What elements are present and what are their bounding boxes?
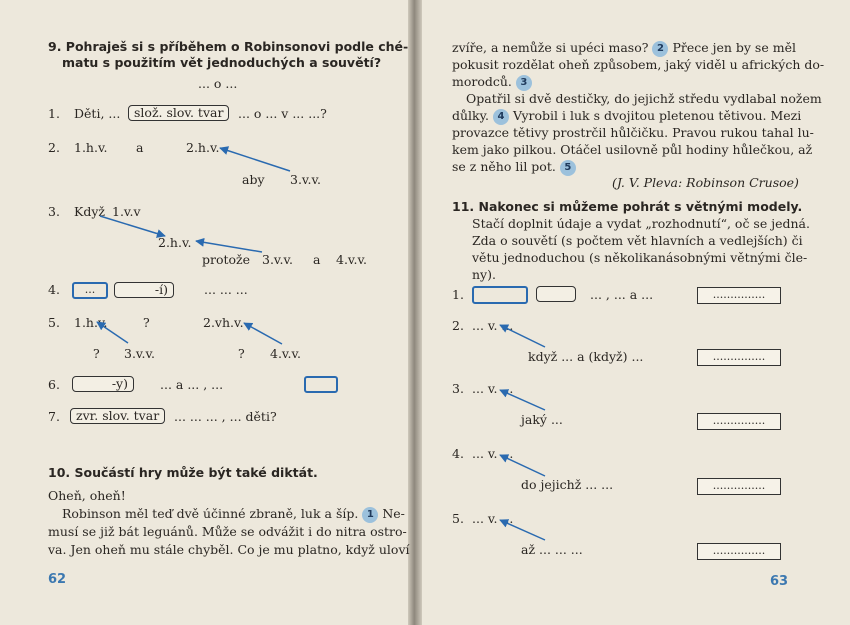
ex9-ellipsis: ... o ... <box>198 76 238 91</box>
ex11-r1-a: ... , ... a ... <box>590 287 654 302</box>
ex9-r6-num: 6. <box>48 377 60 392</box>
ex11-r2-num: 2. <box>452 318 464 333</box>
ex9-r1-a: Děti, ... <box>74 106 121 121</box>
ex9-r4-blue-box <box>72 282 108 299</box>
r-p7: kem jako pilkou. Otáčel usilovně půl hodiny hůlečkou, až <box>452 142 813 157</box>
ex9-r2-num: 2. <box>48 140 60 155</box>
ex9-r7-num: 7. <box>48 409 60 424</box>
ex9-r5-b: ? <box>143 315 150 330</box>
ex11-r4-answer-box: ............... <box>697 478 781 495</box>
ex9-r6-blue-box <box>304 376 338 393</box>
ex9-r3-a: Když <box>74 204 105 219</box>
r-p2: pokusit rozdělat oheň způsobem, jaký viděl u afrických do- <box>452 57 825 72</box>
ex10-line1: Oheň, oheň! <box>48 488 126 503</box>
ex11-l4: ny). <box>472 267 496 282</box>
r-badge-5: 5 <box>560 160 576 176</box>
ex11-r2-b: když ... a (když) ... <box>528 349 644 364</box>
r-p1b: Přece jen by se měl <box>672 40 796 55</box>
r-p1a: zvíře, a nemůže si upéci maso? <box>452 40 649 55</box>
ex11-r5-answer[interactable] <box>697 542 781 560</box>
ex9-r2-c: 2.h.v. <box>186 140 220 155</box>
ex11-l3: větu jednoduchou (s několikanásobnými větnými čle- <box>472 250 808 265</box>
ex9-r6-b: ... a ... , ... <box>160 377 224 392</box>
ex11-r4-answer[interactable] <box>697 477 781 495</box>
ex11-r3-a: ... v. ... <box>472 381 514 396</box>
ex9-r2-b: a <box>136 140 144 155</box>
ex11-r2-answer-box: ............... <box>697 349 781 366</box>
r-p3 <box>452 74 532 91</box>
ex11-r5-answer-box: ............... <box>697 543 781 560</box>
ex10-title: 10. Součástí hry může být také diktát. <box>48 465 318 480</box>
ex11-r4-b: do jejichž ... ... <box>521 477 614 492</box>
ex11-r3-b: jaký ... <box>521 412 563 427</box>
ex11-r1-answer[interactable] <box>697 286 781 304</box>
ex9-r2-a: 1.h.v. <box>74 140 108 155</box>
ex11-r2-answer[interactable] <box>697 348 781 366</box>
ex11-r5-a: ... v. ... <box>472 511 514 526</box>
ex10-line2-text: Robinson měl teď dvě účinné zbraně, luk a šíp. <box>62 506 359 521</box>
r-p5b: Vyrobil i luk s dvojitou pletenou tětivou. Mezi <box>512 108 802 123</box>
ex9-r4-c: ... ... ... <box>204 282 248 297</box>
ex10-badge-1: 1 <box>362 507 378 523</box>
ex9-r4-box: -í) <box>114 282 174 298</box>
ex10-line3: musí se již bát leguánů. Může se odvážit i do nitra ostro- <box>48 524 407 539</box>
r-p1 <box>452 40 796 57</box>
ex9-r5-f: ? <box>238 346 245 361</box>
ex10-line2 <box>62 506 405 523</box>
ex9-r3-e: 3.v.v. <box>262 252 294 267</box>
ex9-r3-num: 3. <box>48 204 60 219</box>
ex10-line4: va. Jen oheň mu stále chyběl. Co je mu platno, když uloví <box>48 542 410 557</box>
ex11-l1: Stačí doplnit údaje a vydat „rozhodnutí“, oč se jedná. <box>472 216 810 231</box>
ex11-r1-answer-box: ............... <box>697 287 781 304</box>
ex11-r5-num: 5. <box>452 511 464 526</box>
r-p4: Opatřil si dvě destičky, do jejichž středu vydlabal nožem <box>466 91 822 106</box>
ex11-r1-blue <box>472 286 528 304</box>
ex9-r3-d: protože <box>202 252 251 267</box>
ex10-line2b: Ne- <box>382 506 405 521</box>
r-badge-3: 3 <box>516 75 532 91</box>
ex11-title: 11. Nakonec si můžeme pohrát s větnými modely. <box>452 199 803 214</box>
ex9-r7-box: zvr. slov. tvar <box>70 408 165 424</box>
ex11-r3-answer-box: ............... <box>697 413 781 430</box>
ex9-r5-c: 2.vh.v. <box>203 315 244 330</box>
ex9-r4-a: ... <box>72 282 108 299</box>
page-number-right: 63 <box>770 574 789 589</box>
r-p5 <box>452 108 801 125</box>
ex11-r1-num: 1. <box>452 287 464 302</box>
ex9-r5-d: ? <box>93 346 100 361</box>
ex9-title-line1: 9. Pohraješ si s příběhem o Robinsonovi podle ché- <box>48 39 409 54</box>
r-badge-4: 4 <box>493 109 509 125</box>
ex11-r2-a: ... v. ... <box>472 318 514 333</box>
ex9-r5-g: 4.v.v. <box>270 346 302 361</box>
book-gutter <box>408 0 422 625</box>
ex9-r1-box: slož. slov. tvar <box>128 105 229 121</box>
ex11-l2: Zda o souvětí (s počtem vět hlavních a vedlejších) či <box>472 233 803 248</box>
ex9-r3-g: 4.v.v. <box>336 252 368 267</box>
ex9-r2-e: 3.v.v. <box>290 172 322 187</box>
ex9-title-line2: matu s použitím vět jednoduchých a souvětí? <box>62 55 382 70</box>
r-p8a: se z něho lil pot. <box>452 159 556 174</box>
r-citation: (J. V. Pleva: Robinson Crusoe) <box>612 175 799 190</box>
ex9-r7-b: ... ... ... , ... děti? <box>174 409 277 424</box>
ex9-r1-num: 1. <box>48 106 60 121</box>
ex11-r3-answer[interactable] <box>697 412 781 430</box>
ex9-r6-box: -y) <box>72 376 134 392</box>
ex9-r3-c: 2.h.v. <box>158 235 192 250</box>
ex11-r3-num: 3. <box>452 381 464 396</box>
r-p3a: morodců. <box>452 74 512 89</box>
ex9-r2-d: aby <box>242 172 265 187</box>
r-badge-2: 2 <box>652 41 668 57</box>
page-number-left: 62 <box>48 572 67 587</box>
ex11-r1-box <box>536 286 576 302</box>
ex11-r4-a: ... v. ... <box>472 446 514 461</box>
ex9-r3-b: 1.v.v <box>112 204 141 219</box>
ex9-r3-f: a <box>313 252 321 267</box>
ex9-r1-b: ... o ... v ... ...? <box>238 106 327 121</box>
ex9-r4-num: 4. <box>48 282 60 297</box>
ex9-r5-num: 5. <box>48 315 60 330</box>
r-p8 <box>452 159 576 176</box>
ex9-r5-a: 1.h.v. <box>74 315 108 330</box>
ex11-r4-num: 4. <box>452 446 464 461</box>
ex11-r5-b: až ... ... ... <box>521 542 583 557</box>
r-p6: provazce tětivy prostrčil hůlčičku. Pravou rukou tahal lu- <box>452 125 814 140</box>
r-p5a: důlky. <box>452 108 489 123</box>
ex9-r5-e: 3.v.v. <box>124 346 156 361</box>
